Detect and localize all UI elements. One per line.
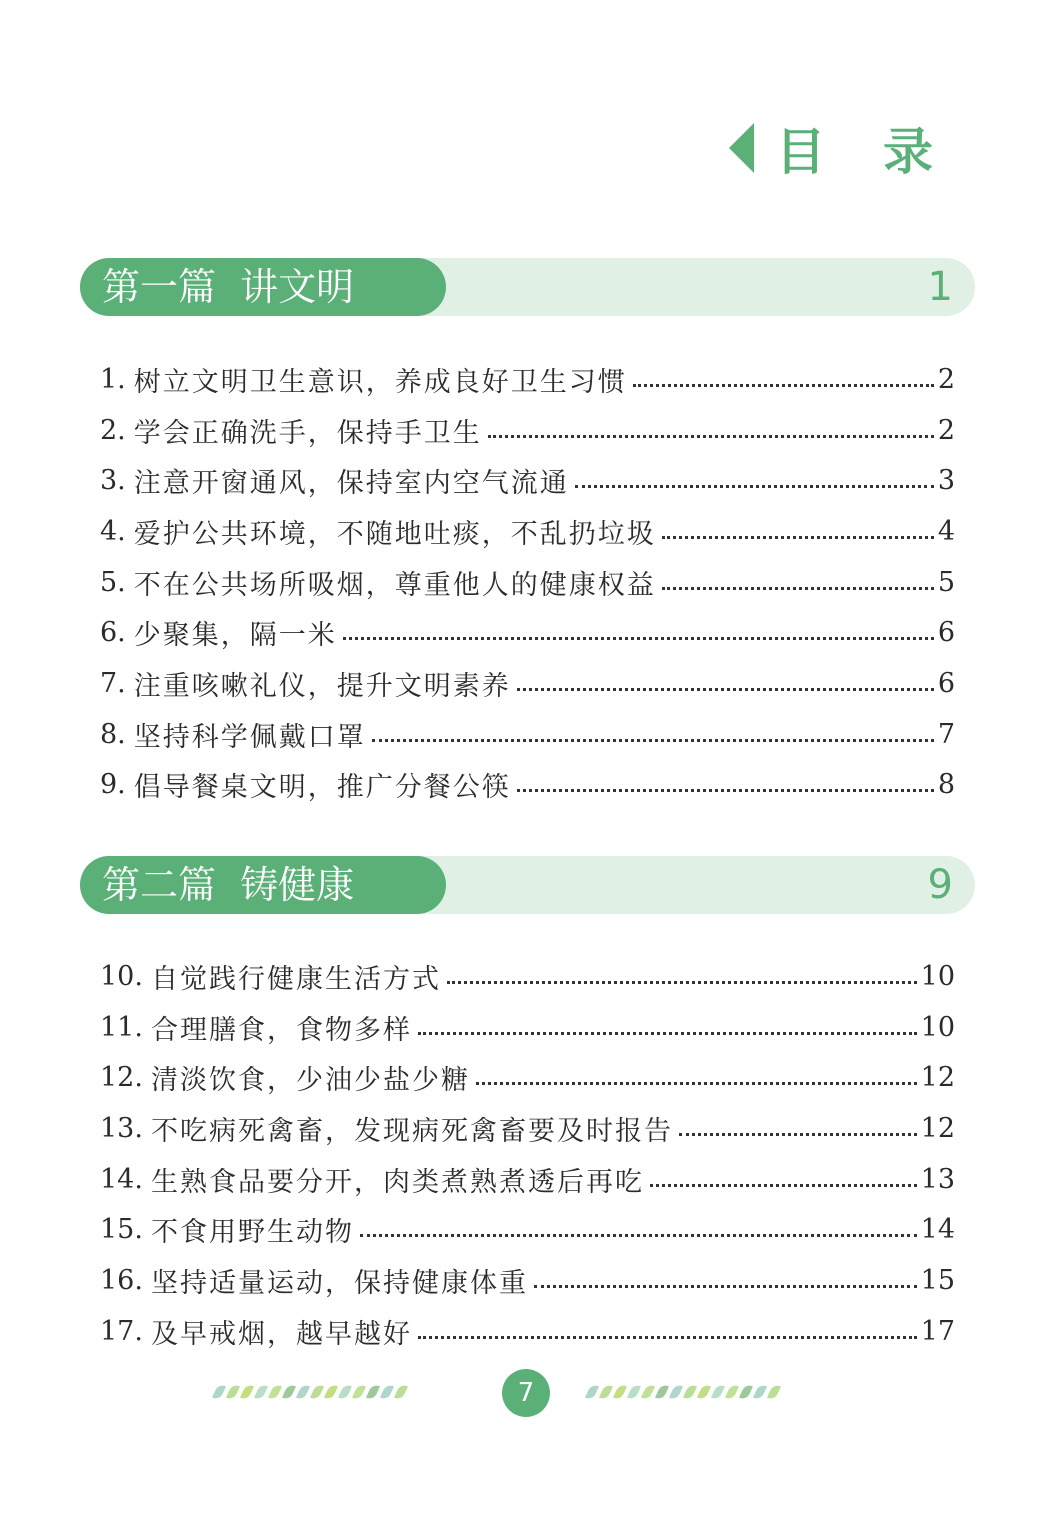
toc-entry[interactable] (100, 405, 955, 456)
leaf-icon (767, 1383, 781, 1401)
toc-entry[interactable] (100, 1204, 955, 1255)
leaf-icon (711, 1383, 725, 1401)
leader-dots (372, 739, 934, 742)
entry-page: 12 (920, 1112, 955, 1144)
leaf-icon (725, 1383, 739, 1401)
entry-number: 5. (100, 566, 126, 598)
leader-dots (476, 1082, 917, 1085)
entry-title: 自觉践行健康生活方式 (150, 963, 441, 995)
entry-page: 4 (937, 515, 955, 547)
entry-title: 学会正确洗手，保持手卫生 (133, 417, 482, 449)
section-header-2[interactable] (80, 856, 975, 914)
entry-page: 13 (920, 1163, 955, 1195)
leaf-icon (226, 1383, 240, 1401)
leaf-icon (366, 1383, 380, 1401)
section-page: 1 (927, 264, 953, 310)
toc-entry[interactable] (100, 760, 955, 811)
entry-page: 10 (920, 1011, 955, 1043)
leaf-icon (310, 1383, 324, 1401)
section-2-entries (100, 951, 955, 1357)
leaf-border-right (588, 1384, 778, 1404)
entry-title: 不食用野生动物 (150, 1217, 354, 1249)
section-page: 9 (927, 862, 953, 908)
entry-title: 注重咳嗽礼仪，提升文明素养 (133, 670, 511, 702)
leader-dots (488, 435, 934, 438)
entry-title: 清淡饮食，少油少盐少糖 (150, 1065, 470, 1097)
toc-entry[interactable] (100, 607, 955, 658)
entry-title: 及早戒烟，越早越好 (150, 1318, 412, 1350)
entry-number: 13. (100, 1112, 143, 1144)
leaf-icon (282, 1383, 296, 1401)
section-label: 第二篇 铸健康 (80, 856, 446, 914)
toc-entry[interactable] (100, 709, 955, 760)
entry-page: 5 (937, 566, 955, 598)
entry-number: 17. (100, 1315, 143, 1347)
leaf-icon (394, 1383, 408, 1401)
leader-dots (418, 1032, 917, 1035)
entry-title: 少聚集，隔一米 (133, 620, 337, 652)
triangle-left-icon (729, 123, 754, 173)
entry-page: 6 (937, 617, 955, 649)
leader-dots (418, 1336, 917, 1339)
leaf-icon (753, 1383, 767, 1401)
leaf-icon (641, 1383, 655, 1401)
leaf-icon (683, 1383, 697, 1401)
entry-title: 坚持科学佩戴口罩 (133, 721, 366, 753)
toc-entry[interactable] (100, 506, 955, 557)
toc-entry[interactable] (100, 1052, 955, 1103)
page-footer (0, 1367, 1058, 1421)
entry-number: 16. (100, 1264, 143, 1296)
leaf-icon (613, 1383, 627, 1401)
toc-entry[interactable] (100, 658, 955, 709)
toc-entry[interactable] (100, 455, 955, 506)
section-header-1[interactable] (80, 258, 975, 316)
entry-page: 3 (937, 465, 955, 497)
toc-title: 目 录 (775, 123, 953, 181)
section-1-entries (100, 354, 955, 810)
toc-entry[interactable] (100, 1002, 955, 1053)
entry-page: 15 (920, 1264, 955, 1296)
leader-dots (447, 981, 917, 984)
leaf-icon (380, 1383, 394, 1401)
entry-page: 2 (937, 414, 955, 446)
entry-number: 1. (100, 363, 126, 395)
leader-dots (650, 1184, 917, 1187)
leaf-icon (338, 1383, 352, 1401)
entry-title: 不在公共场所吸烟，尊重他人的健康权益 (133, 569, 656, 601)
leaf-icon (739, 1383, 753, 1401)
leader-dots (679, 1133, 917, 1136)
leaf-icon (352, 1383, 366, 1401)
entry-number: 11. (100, 1011, 143, 1043)
toc-entry[interactable] (100, 1103, 955, 1154)
leader-dots (517, 789, 934, 792)
leaf-border-left (215, 1384, 405, 1404)
leaf-icon (599, 1383, 613, 1401)
toc-entry[interactable] (100, 951, 955, 1002)
entry-title: 树立文明卫生意识，养成良好卫生习惯 (133, 366, 627, 398)
leader-dots (662, 587, 934, 590)
entry-number: 10. (100, 960, 143, 992)
toc-entry[interactable] (100, 1154, 955, 1205)
entry-number: 3. (100, 465, 126, 497)
entry-number: 12. (100, 1062, 143, 1094)
entry-number: 7. (100, 667, 126, 699)
leader-dots (360, 1234, 917, 1237)
entry-page: 7 (937, 718, 955, 750)
entry-title: 爱护公共环境，不随地吐痰，不乱扔垃圾 (133, 518, 656, 550)
toc-entry[interactable] (100, 1306, 955, 1357)
leader-dots (575, 485, 934, 488)
leader-dots (517, 688, 934, 691)
leader-dots (343, 637, 934, 640)
page-number: 7 (502, 1369, 550, 1417)
entry-number: 4. (100, 515, 126, 547)
entry-title: 坚持适量运动，保持健康体重 (150, 1267, 528, 1299)
leaf-icon (627, 1383, 641, 1401)
toc-entry[interactable] (100, 557, 955, 608)
entry-title: 合理膳食，食物多样 (150, 1014, 412, 1046)
entry-number: 6. (100, 617, 126, 649)
toc-entry[interactable] (100, 1255, 955, 1306)
entry-page: 17 (920, 1315, 955, 1347)
leaf-icon (212, 1383, 226, 1401)
leader-dots (662, 536, 934, 539)
entry-number: 8. (100, 718, 126, 750)
entry-number: 9. (100, 769, 126, 801)
leaf-icon (585, 1383, 599, 1401)
leaf-icon (697, 1383, 711, 1401)
leader-dots (534, 1285, 917, 1288)
leaf-icon (268, 1383, 282, 1401)
entry-page: 8 (937, 769, 955, 801)
toc-entry[interactable] (100, 354, 955, 405)
leaf-icon (240, 1383, 254, 1401)
entry-number: 14. (100, 1163, 143, 1195)
entry-page: 10 (920, 960, 955, 992)
leaf-icon (254, 1383, 268, 1401)
entry-title: 生熟食品要分开，肉类煮熟煮透后再吃 (150, 1166, 644, 1198)
entry-page: 14 (920, 1214, 955, 1246)
entry-number: 2. (100, 414, 126, 446)
entry-page: 6 (937, 667, 955, 699)
leaf-icon (296, 1383, 310, 1401)
entry-number: 15. (100, 1214, 143, 1246)
leader-dots (633, 384, 934, 387)
leaf-icon (655, 1383, 669, 1401)
toc-heading (729, 112, 953, 184)
entry-page: 12 (920, 1062, 955, 1094)
entry-page: 2 (937, 363, 955, 395)
entry-title: 注意开窗通风，保持室内空气流通 (133, 468, 569, 500)
leaf-icon (324, 1383, 338, 1401)
leaf-icon (669, 1383, 683, 1401)
section-label: 第一篇 讲文明 (80, 258, 446, 316)
entry-title: 倡导餐桌文明，推广分餐公筷 (133, 772, 511, 804)
entry-title: 不吃病死禽畜，发现病死禽畜要及时报告 (150, 1115, 673, 1147)
